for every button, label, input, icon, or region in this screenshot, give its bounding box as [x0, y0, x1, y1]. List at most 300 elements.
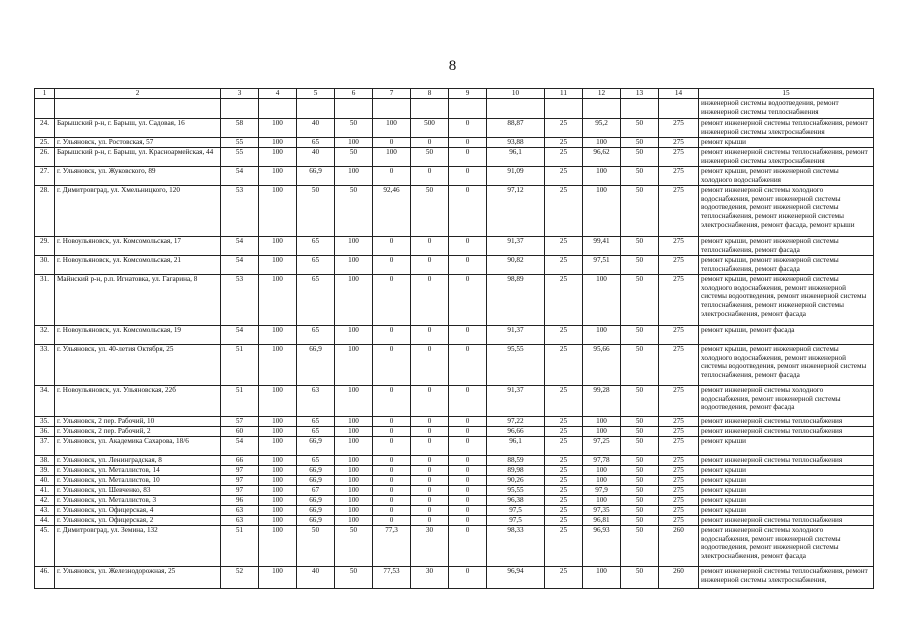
col-7-cell: 0 — [373, 137, 411, 147]
col-6-cell: 100 — [335, 137, 373, 147]
total-score-cell: 275 — [659, 485, 699, 495]
column-number-4: 4 — [259, 89, 297, 99]
total-score-cell: 275 — [659, 137, 699, 147]
address-cell: г. Новоульяновск, ул. Ульяновская, 22б — [55, 385, 221, 416]
col-12-cell: 97,35 — [583, 505, 621, 515]
col-8-cell: 50 — [411, 185, 449, 236]
column-number-5: 5 — [297, 89, 335, 99]
address-cell: г. Ульяновск, ул. Офицерская, 4 — [55, 505, 221, 515]
col-7-cell: 77,53 — [373, 566, 411, 588]
col-13-cell: 50 — [621, 455, 659, 465]
col-5-cell: 65 — [297, 137, 335, 147]
row-number-cell: 24. — [35, 118, 55, 137]
total-score-cell: 275 — [659, 344, 699, 385]
col-13-cell: 50 — [621, 495, 659, 505]
col-3-cell: 52 — [221, 566, 259, 588]
col-4-cell: 100 — [259, 475, 297, 485]
column-number-13: 13 — [621, 89, 659, 99]
address-cell: г. Ульяновск, ул. Академика Сахарова, 18/6 — [55, 436, 221, 455]
total-score-cell: 275 — [659, 436, 699, 455]
col-6-cell: 50 — [335, 525, 373, 566]
col-6-cell: 100 — [335, 465, 373, 475]
col-3-cell: 54 — [221, 255, 259, 274]
col-5-cell: 65 — [297, 236, 335, 255]
repair-works-cell: ремонт инженерной системы теплоснабжения, ремонт инженерной системы электроснабжения, — [699, 566, 874, 588]
col-12-cell: 95,66 — [583, 344, 621, 385]
col-10-cell: 97,5 — [487, 505, 545, 515]
col-10-cell: 96,66 — [487, 426, 545, 436]
col-4-cell: 100 — [259, 515, 297, 525]
col-10-cell: 98,33 — [487, 525, 545, 566]
address-cell — [55, 98, 221, 118]
col-10-cell: 96,38 — [487, 495, 545, 505]
col-7-cell: 0 — [373, 385, 411, 416]
repair-works-cell: ремонт крыши — [699, 505, 874, 515]
address-cell: г. Димитровград, ул. Хмельницкого, 120 — [55, 185, 221, 236]
col-10-cell: 88,59 — [487, 455, 545, 465]
col-4-cell: 100 — [259, 147, 297, 166]
col-9-cell: 0 — [449, 274, 487, 325]
col-9-cell: 0 — [449, 147, 487, 166]
col-9-cell: 0 — [449, 505, 487, 515]
col-10-cell: 88,87 — [487, 118, 545, 137]
col-11-cell: 25 — [545, 344, 583, 385]
col-12-cell: 99,41 — [583, 236, 621, 255]
col-5-cell: 66,9 — [297, 515, 335, 525]
col-10-cell: 97,22 — [487, 416, 545, 426]
total-score-cell: 275 — [659, 274, 699, 325]
table-row — [35, 98, 874, 118]
row-number-cell: 31. — [35, 274, 55, 325]
col-11-cell: 25 — [545, 137, 583, 147]
col-7-cell: 0 — [373, 495, 411, 505]
col-12-cell: 97,25 — [583, 436, 621, 455]
col-7-cell: 0 — [373, 325, 411, 344]
col-10-cell: 93,88 — [487, 137, 545, 147]
table-row — [35, 166, 874, 185]
col-11-cell: 25 — [545, 118, 583, 137]
col-7-cell: 0 — [373, 274, 411, 325]
row-number-cell: 34. — [35, 385, 55, 416]
col-6-cell — [335, 98, 373, 118]
col-12-cell: 100 — [583, 416, 621, 426]
row-number-cell: 40. — [35, 475, 55, 485]
col-12-cell: 97,51 — [583, 255, 621, 274]
col-8-cell: 0 — [411, 325, 449, 344]
col-13-cell: 50 — [621, 525, 659, 566]
col-8-cell: 0 — [411, 436, 449, 455]
repair-program-table — [34, 88, 874, 589]
col-3-cell: 53 — [221, 274, 259, 325]
col-11-cell: 25 — [545, 385, 583, 416]
col-12-cell: 99,28 — [583, 385, 621, 416]
col-5-cell: 65 — [297, 325, 335, 344]
col-5-cell: 40 — [297, 147, 335, 166]
repair-works-cell: ремонт крыши — [699, 436, 874, 455]
column-number-6: 6 — [335, 89, 373, 99]
address-cell: г. Новоульяновск, ул. Комсомольская, 17 — [55, 236, 221, 255]
column-number-3: 3 — [221, 89, 259, 99]
col-8-cell: 0 — [411, 385, 449, 416]
col-5-cell: 66,9 — [297, 344, 335, 385]
col-12-cell: 97,78 — [583, 455, 621, 465]
col-12-cell: 100 — [583, 426, 621, 436]
col-9-cell: 0 — [449, 185, 487, 236]
repair-works-cell: ремонт крыши, ремонт инженерной системы теплоснабжения, ремонт фасада — [699, 236, 874, 255]
repair-works-cell: ремонт инженерной системы теплоснабжения, ремонт инженерной системы электроснабжения — [699, 147, 874, 166]
col-5-cell: 67 — [297, 485, 335, 495]
col-12-cell: 100 — [583, 325, 621, 344]
col-6-cell: 100 — [335, 495, 373, 505]
col-4-cell: 100 — [259, 485, 297, 495]
col-4-cell: 100 — [259, 416, 297, 426]
col-3-cell: 54 — [221, 325, 259, 344]
total-score-cell: 275 — [659, 147, 699, 166]
col-7-cell: 0 — [373, 426, 411, 436]
col-7-cell: 0 — [373, 515, 411, 525]
col-11-cell: 25 — [545, 566, 583, 588]
col-13-cell: 50 — [621, 426, 659, 436]
col-4-cell: 100 — [259, 436, 297, 455]
column-number-9: 9 — [449, 89, 487, 99]
col-4-cell: 100 — [259, 495, 297, 505]
col-7-cell: 0 — [373, 166, 411, 185]
col-9-cell: 0 — [449, 455, 487, 465]
col-11-cell: 25 — [545, 147, 583, 166]
col-10-cell — [487, 98, 545, 118]
col-6-cell: 50 — [335, 118, 373, 137]
col-9-cell — [449, 98, 487, 118]
col-3-cell: 55 — [221, 147, 259, 166]
col-9-cell: 0 — [449, 166, 487, 185]
address-cell: г. Ульяновск, ул. Металлистов, 10 — [55, 475, 221, 485]
col-5-cell: 65 — [297, 455, 335, 465]
repair-works-cell: ремонт крыши, ремонт инженерной системы теплоснабжения, ремонт фасада — [699, 255, 874, 274]
col-12-cell: 100 — [583, 475, 621, 485]
table-row — [35, 385, 874, 416]
col-5-cell: 66,9 — [297, 505, 335, 515]
col-7-cell: 0 — [373, 236, 411, 255]
col-7-cell: 92,46 — [373, 185, 411, 236]
total-score-cell: 275 — [659, 426, 699, 436]
repair-works-cell: ремонт инженерной системы теплоснабжения — [699, 416, 874, 426]
col-8-cell: 30 — [411, 525, 449, 566]
col-5-cell: 63 — [297, 385, 335, 416]
row-number-cell: 44. — [35, 515, 55, 525]
col-7-cell: 0 — [373, 436, 411, 455]
col-8-cell: 500 — [411, 118, 449, 137]
col-13-cell: 50 — [621, 475, 659, 485]
col-11-cell: 25 — [545, 525, 583, 566]
col-6-cell: 100 — [335, 344, 373, 385]
repair-works-cell: ремонт крыши — [699, 137, 874, 147]
col-12-cell: 100 — [583, 566, 621, 588]
table-row — [35, 566, 874, 588]
col-11-cell: 25 — [545, 426, 583, 436]
table-row — [35, 325, 874, 344]
address-cell: г. Ульяновск, ул. Металлистов, 14 — [55, 465, 221, 475]
repair-works-cell: ремонт инженерной системы теплоснабжения — [699, 426, 874, 436]
col-3-cell: 54 — [221, 236, 259, 255]
col-10-cell: 97,5 — [487, 515, 545, 525]
col-9-cell: 0 — [449, 236, 487, 255]
row-number-cell: 45. — [35, 525, 55, 566]
col-8-cell: 0 — [411, 137, 449, 147]
col-9-cell: 0 — [449, 137, 487, 147]
col-3-cell: 51 — [221, 344, 259, 385]
address-cell: г. Ульяновск, ул. Железнодорожная, 25 — [55, 566, 221, 588]
column-number-14: 14 — [659, 89, 699, 99]
table-row — [35, 185, 874, 236]
col-3-cell: 51 — [221, 525, 259, 566]
col-9-cell: 0 — [449, 118, 487, 137]
address-cell: г. Ульяновск, ул. Ленинградская, 8 — [55, 455, 221, 465]
col-13-cell: 50 — [621, 166, 659, 185]
col-13-cell: 50 — [621, 436, 659, 455]
col-8-cell: 0 — [411, 236, 449, 255]
total-score-cell: 275 — [659, 255, 699, 274]
col-12-cell: 95,2 — [583, 118, 621, 137]
col-8-cell: 0 — [411, 426, 449, 436]
col-6-cell: 100 — [335, 166, 373, 185]
col-13-cell: 50 — [621, 118, 659, 137]
col-11-cell: 25 — [545, 495, 583, 505]
total-score-cell: 275 — [659, 515, 699, 525]
col-3-cell — [221, 98, 259, 118]
col-5-cell: 65 — [297, 274, 335, 325]
col-6-cell: 100 — [335, 475, 373, 485]
col-3-cell: 54 — [221, 166, 259, 185]
col-13-cell: 50 — [621, 236, 659, 255]
col-6-cell: 100 — [335, 255, 373, 274]
col-12-cell: 100 — [583, 166, 621, 185]
col-13-cell: 50 — [621, 344, 659, 385]
col-9-cell: 0 — [449, 465, 487, 475]
col-11-cell: 25 — [545, 255, 583, 274]
col-3-cell: 66 — [221, 455, 259, 465]
col-11-cell: 25 — [545, 485, 583, 495]
row-number-cell: 26. — [35, 147, 55, 166]
col-8-cell: 0 — [411, 495, 449, 505]
total-score-cell: 275 — [659, 118, 699, 137]
total-score-cell: 275 — [659, 416, 699, 426]
table-row — [35, 147, 874, 166]
col-8-cell — [411, 98, 449, 118]
col-13-cell: 50 — [621, 485, 659, 495]
col-5-cell: 40 — [297, 566, 335, 588]
col-4-cell: 100 — [259, 118, 297, 137]
repair-works-cell: инженерной системы водоотведения, ремонт инженерной системы теплоснабжения — [699, 98, 874, 118]
col-4-cell — [259, 98, 297, 118]
col-10-cell: 97,12 — [487, 185, 545, 236]
col-8-cell: 0 — [411, 255, 449, 274]
row-number-cell: 35. — [35, 416, 55, 426]
row-number-cell: 38. — [35, 455, 55, 465]
table-row — [35, 505, 874, 515]
col-5-cell: 50 — [297, 185, 335, 236]
col-12-cell: 100 — [583, 465, 621, 475]
col-9-cell: 0 — [449, 255, 487, 274]
total-score-cell: 275 — [659, 325, 699, 344]
repair-works-cell: ремонт крыши — [699, 475, 874, 485]
col-5-cell: 40 — [297, 118, 335, 137]
col-3-cell: 53 — [221, 185, 259, 236]
col-12-cell: 96,81 — [583, 515, 621, 525]
col-13-cell: 50 — [621, 147, 659, 166]
repair-works-cell: ремонт крыши — [699, 465, 874, 475]
col-12-cell: 100 — [583, 495, 621, 505]
col-10-cell: 98,89 — [487, 274, 545, 325]
address-cell: г. Ульяновск, 2 пер. Рабочий, 10 — [55, 416, 221, 426]
col-4-cell: 100 — [259, 505, 297, 515]
col-4-cell: 100 — [259, 566, 297, 588]
col-6-cell: 50 — [335, 185, 373, 236]
address-cell: г. Новоульяновск, ул. Комсомольская, 21 — [55, 255, 221, 274]
table-header-row — [35, 89, 874, 99]
col-9-cell: 0 — [449, 475, 487, 485]
col-3-cell: 55 — [221, 137, 259, 147]
row-number-cell: 27. — [35, 166, 55, 185]
col-4-cell: 100 — [259, 236, 297, 255]
col-4-cell: 100 — [259, 325, 297, 344]
col-8-cell: 0 — [411, 166, 449, 185]
total-score-cell: 260 — [659, 566, 699, 588]
address-cell: г. Ульяновск, 2 пер. Рабочий, 2 — [55, 426, 221, 436]
col-8-cell: 0 — [411, 505, 449, 515]
row-number-cell: 28. — [35, 185, 55, 236]
col-3-cell: 63 — [221, 505, 259, 515]
col-13-cell: 50 — [621, 385, 659, 416]
col-6-cell: 100 — [335, 274, 373, 325]
table-row — [35, 485, 874, 495]
address-cell: Майнский р-н, р.п. Игнатовка, ул. Гагарина, 8 — [55, 274, 221, 325]
repair-works-cell: ремонт инженерной системы холодного водоснабжения, ремонт инженерной системы водоотведения, ремонт фасада — [699, 385, 874, 416]
repair-works-cell: ремонт крыши, ремонт инженерной системы холодного водоснабжения, ремонт инженерной системы водоотведения, ремонт инженерной системы теплоснабжения, ремонт инженерной системы электроснабжения, ремонт фасада — [699, 274, 874, 325]
col-8-cell: 0 — [411, 475, 449, 485]
row-number-cell: 42. — [35, 495, 55, 505]
col-8-cell: 0 — [411, 485, 449, 495]
col-12-cell: 100 — [583, 137, 621, 147]
col-8-cell: 0 — [411, 465, 449, 475]
col-8-cell: 0 — [411, 515, 449, 525]
table-row — [35, 525, 874, 566]
col-11-cell: 25 — [545, 436, 583, 455]
col-4-cell: 100 — [259, 166, 297, 185]
table-row — [35, 426, 874, 436]
col-13-cell: 50 — [621, 255, 659, 274]
col-7-cell: 0 — [373, 255, 411, 274]
table-row — [35, 274, 874, 325]
col-4-cell: 100 — [259, 385, 297, 416]
col-6-cell: 50 — [335, 147, 373, 166]
col-13-cell: 50 — [621, 274, 659, 325]
col-13-cell: 50 — [621, 505, 659, 515]
col-3-cell: 97 — [221, 485, 259, 495]
column-number-1: 1 — [35, 89, 55, 99]
col-6-cell: 100 — [335, 426, 373, 436]
column-number-11: 11 — [545, 89, 583, 99]
col-10-cell: 96,94 — [487, 566, 545, 588]
col-8-cell: 0 — [411, 455, 449, 465]
row-number-cell: 25. — [35, 137, 55, 147]
repair-works-cell: ремонт инженерной системы холодного водоснабжения, ремонт инженерной системы водоотведения, ремонт инженерной системы электроснабжения, ремонт фасада — [699, 525, 874, 566]
col-6-cell: 100 — [335, 505, 373, 515]
col-6-cell: 100 — [335, 416, 373, 426]
col-10-cell: 89,98 — [487, 465, 545, 475]
col-6-cell: 100 — [335, 455, 373, 465]
col-12-cell: 100 — [583, 274, 621, 325]
col-3-cell: 63 — [221, 515, 259, 525]
col-5-cell: 66,9 — [297, 465, 335, 475]
page-number: 8 — [448, 58, 457, 74]
col-11-cell: 25 — [545, 166, 583, 185]
row-number-cell: 41. — [35, 485, 55, 495]
col-9-cell: 0 — [449, 515, 487, 525]
col-3-cell: 97 — [221, 465, 259, 475]
col-10-cell: 95,55 — [487, 485, 545, 495]
col-10-cell: 96,1 — [487, 436, 545, 455]
col-7-cell: 0 — [373, 465, 411, 475]
table-row — [35, 255, 874, 274]
col-9-cell: 0 — [449, 525, 487, 566]
total-score-cell: 275 — [659, 455, 699, 465]
table-row — [35, 475, 874, 485]
col-6-cell: 100 — [335, 436, 373, 455]
col-13-cell: 50 — [621, 185, 659, 236]
address-cell: г. Ульяновск, ул. Металлистов, 3 — [55, 495, 221, 505]
col-12-cell: 100 — [583, 185, 621, 236]
address-cell: г. Ульяновск, ул. Ростовская, 57 — [55, 137, 221, 147]
col-11-cell: 25 — [545, 325, 583, 344]
repair-works-cell: ремонт инженерной системы теплоснабжения — [699, 455, 874, 465]
col-13-cell: 50 — [621, 325, 659, 344]
address-cell: Барышский р-н, г. Барыш, ул. Красноармейская, 44 — [55, 147, 221, 166]
col-4-cell: 100 — [259, 185, 297, 236]
address-cell: г. Ульяновск, ул. Жуковского, 89 — [55, 166, 221, 185]
address-cell: г. Ульяновск, ул. Офицерская, 2 — [55, 515, 221, 525]
col-9-cell: 0 — [449, 385, 487, 416]
table-row — [35, 495, 874, 505]
repair-works-cell: ремонт крыши, ремонт фасада — [699, 325, 874, 344]
table-row — [35, 137, 874, 147]
col-3-cell: 96 — [221, 495, 259, 505]
address-cell: г. Ульяновск, ул. Шевченко, 83 — [55, 485, 221, 495]
col-6-cell: 100 — [335, 236, 373, 255]
total-score-cell: 275 — [659, 495, 699, 505]
col-5-cell — [297, 98, 335, 118]
col-7-cell: 100 — [373, 118, 411, 137]
table-row — [35, 436, 874, 455]
address-cell: г. Ульяновск, ул. 40-летия Октября, 25 — [55, 344, 221, 385]
col-13-cell: 50 — [621, 566, 659, 588]
col-13-cell: 50 — [621, 416, 659, 426]
col-9-cell: 0 — [449, 416, 487, 426]
col-4-cell: 100 — [259, 344, 297, 385]
row-number-cell: 46. — [35, 566, 55, 588]
total-score-cell: 260 — [659, 525, 699, 566]
col-3-cell: 57 — [221, 416, 259, 426]
col-10-cell: 91,37 — [487, 385, 545, 416]
repair-works-cell: ремонт крыши, ремонт инженерной системы холодного водоснабжения — [699, 166, 874, 185]
column-number-8: 8 — [411, 89, 449, 99]
column-number-12: 12 — [583, 89, 621, 99]
col-7-cell: 77,3 — [373, 525, 411, 566]
table-row — [35, 344, 874, 385]
col-7-cell: 0 — [373, 475, 411, 485]
address-cell: г. Димитровград, ул. Земина, 132 — [55, 525, 221, 566]
table-row — [35, 465, 874, 475]
table-row — [35, 455, 874, 465]
